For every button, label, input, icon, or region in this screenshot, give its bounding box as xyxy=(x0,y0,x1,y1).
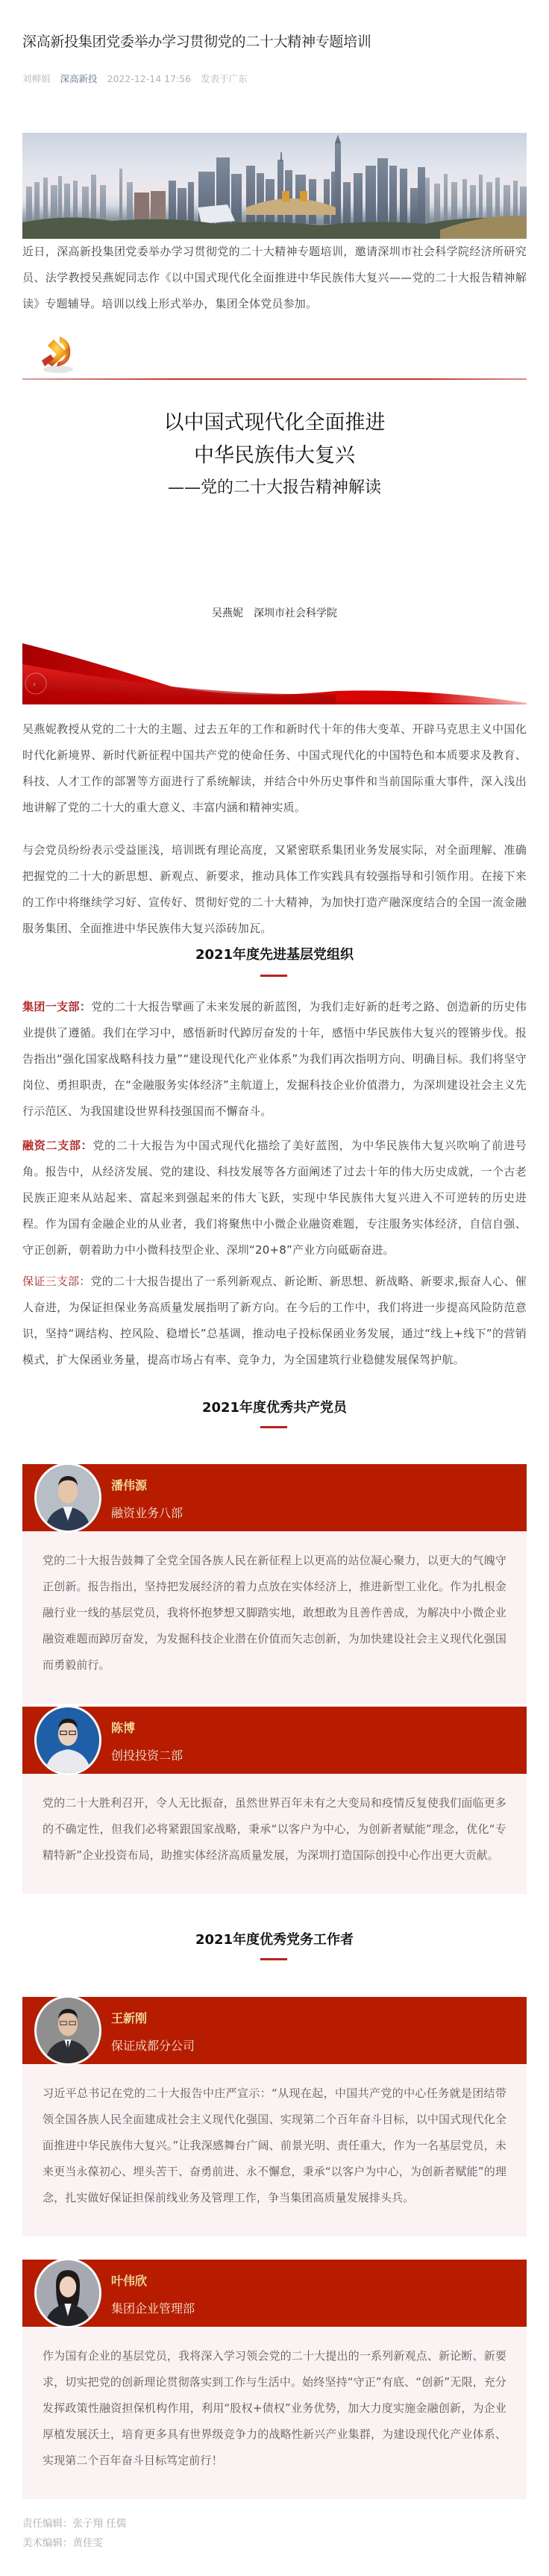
section-underline xyxy=(260,1958,287,1960)
branch-label-3: 保证三支部 xyxy=(22,1275,80,1288)
avatar xyxy=(34,1705,101,1775)
red-ribbon-divider xyxy=(22,643,527,712)
avatar xyxy=(34,1995,101,2066)
branch-paragraph-1 xyxy=(22,994,527,1125)
article-title: 深高新投集团党委举办学习贯彻党的二十大精神专题培训 xyxy=(22,34,371,50)
avatar xyxy=(34,2258,101,2328)
person-name: 王新刚 xyxy=(111,2011,148,2025)
person-card-ye-weixin xyxy=(22,2260,527,2499)
person-card-header xyxy=(22,1707,527,1774)
person-statement: 党的二十大报告鼓舞了全党全国各族人民在新征程上以更高的站位凝心聚力，以更大的气魄守正创新。报告指出，坚持把发展经济的着力点放在实体经济上，推进新型工业化。作为扎根金融行业一线的基层党员，我将怀抱梦想又脚踏实地，敢想敢为且善作善成，为解决中小微企业融资难题而踔厉奋发，为发掘科技企业潜在价值而矢志创新，为加快建设社会主义现代化强国而勇毅前行。 xyxy=(22,1531,527,1704)
person-card-chen-bo xyxy=(22,1707,527,1894)
slide-title-line-1: 以中国式现代化全面推进 xyxy=(163,411,386,434)
person-name: 陈博 xyxy=(111,1721,136,1735)
slide-author: 吴燕妮 深圳市社会科学院 xyxy=(212,607,337,619)
intro-paragraph: 近日，深高新投集团党委举办学习贯彻党的二十大精神专题培训，邀请深圳市社会科学院经济所研究员、法学教授吴燕妮同志作《以中国式现代化全面推进中华民族伟大复兴——党的二十大报告精神解读》专题辅导。培训以线上形式举办，集团全体党员参加。 xyxy=(22,245,527,310)
person-name: 叶伟欣 xyxy=(111,2274,148,2288)
branch-text-1: 党的二十大报告擘画了未来发展的新蓝图，为我们走好新的赶考之路、创造新的历史伟业提供了遵循。我们在学习中，感悟新时代踔厉奋发的十年，感悟中华民族伟大复兴的铿锵步伐。报告指出“强化国家战略科技力量”“建设现代化产业体系”为我们再次指明方向、明确目标。我们将坚守岗位、勇担职责，在“金融服务实体经济”主航道上，发掘科技企业价值潜力，为深圳建设社会主义先行示范区、为我国建设世界科技强国而不懈奋斗。 xyxy=(22,1000,527,1118)
section-underline xyxy=(260,975,287,977)
person-department: 集团企业管理部 xyxy=(111,2301,195,2316)
avatar xyxy=(34,1463,101,1533)
art-editor: 美术编辑：黄佳雯 xyxy=(22,2537,103,2549)
person-card-header xyxy=(22,2260,527,2327)
person-card-pan-weiyuan xyxy=(22,1464,527,1704)
city-skyline-banner xyxy=(22,133,527,239)
branch-label-2: 融资二支部： xyxy=(22,1139,93,1152)
publish-location: 发表于广东 xyxy=(201,73,248,84)
person-card-header xyxy=(22,1464,527,1531)
person-department: 创投投资二部 xyxy=(111,1748,183,1763)
slide-title-line-2: 中华民族伟大复兴 xyxy=(194,444,355,467)
section-heading-excellent-members: 2021年度优秀共产党员 xyxy=(201,1400,348,1416)
branch-text-2: 党的二十大报告为中国式现代化描绘了美好蓝图，为中华民族伟大复兴吹响了前进号角。报告中，从经济发展、党的建设、科技发展等各方面阐述了过去十年的伟大历史成就，一个古老民族正迎来从站起来、富起来到强起来的伟大飞跃，实现中华民族伟大复兴进入不可逆转的历史进程。作为国有金融企业的从业者，我们将聚焦中小微企业融资难题，专注服务实体经济，自信自强、守正创新，朝着助力中小微科技型企业、深圳“20+8”产业方向砥砺奋进。 xyxy=(22,1139,527,1257)
author-name: 刘柳娟 xyxy=(22,73,51,84)
slide-subtitle: ——党的二十大报告精神解读 xyxy=(167,478,381,497)
publish-datetime: 2022-12-14 17:56 xyxy=(107,73,192,84)
person-statement: 党的二十大胜利召开，令人无比振奋，虽然世界百年未有之大变局和疫情反复使我们面临更多的不确定性，但我们必将紧跟国家战略，秉承“以客户为中心，为创新者赋能”理念，优化“专精特新”企业投资布局，助推实体经济高质量发展，为深圳打造国际创投中心作出更大贡献。 xyxy=(22,1774,527,1894)
summary-paragraph-1: 吴燕妮教授从党的二十大的主题、过去五年的工作和新时代十年的伟大变革、开辟马克思主义中国化时代化新境界、新时代新征程中国共产党的使命任务、中国式现代化的中国特色和本质要求及教育、科技、人才工作的部署等方面进行了系统解读，并结合中外历史事件和当前国际重大事件，深入浅出地讲解了党的二十大的重大意义、丰富内涵和精神实质。 xyxy=(22,722,527,814)
branch-text-3: ：党的二十大报告提出了一系列新观点、新论断、新思想、新战略、新要求,振奋人心、催人奋进，为保证担保业务高质量发展指明了新方向。在今后的工作中，我们将进一步提高风险防范意识，坚持“调结构、控风险、稳增长”总基调，推动电子投标保函业务发展，通过“线上+线下”的营销模式，扩大保函业务量，提高市场占有率、竞争力，为全国建筑行业稳健发展保驾护航。 xyxy=(22,1275,527,1366)
responsible-editor: 责任编辑：张子翔 任儒 xyxy=(22,2518,127,2530)
article-meta xyxy=(22,72,254,86)
slide-divider xyxy=(22,378,527,380)
section-underline xyxy=(260,1426,287,1428)
summary-paragraph-2: 与会党员纷纷表示受益匪浅，培训既有理论高度，又紧密联系集团业务发展实际，对全面理解、准确把握党的二十大的新思想、新观点、新要求，推动具体工作实践具有较强指导和引领作用。在接下来的工作中将继续学习好、宣传好、贯彻好党的二十大精神，为加快打造产融深度结合的全国一流金融服务集团、全面推进中华民族伟大复兴添砖加瓦。 xyxy=(22,843,527,935)
section-heading-advanced-orgs: 2021年度先进基层党组织 xyxy=(195,947,354,963)
person-name: 潘伟源 xyxy=(111,1478,148,1492)
skyline-image xyxy=(22,133,527,239)
account-link[interactable]: 深高新投 xyxy=(60,73,98,84)
party-emblem-icon xyxy=(34,332,76,375)
branch-paragraph-3 xyxy=(22,1269,527,1373)
person-department: 保证成都分公司 xyxy=(111,2039,195,2053)
person-card-wang-xingang xyxy=(22,1997,527,2236)
person-card-header xyxy=(22,1997,527,2064)
person-statement: 作为国有企业的基层党员，我将深入学习领会党的二十大提出的一系列新观点、新论断、新要求，切实把党的创新理论贯彻落实到工作与生活中。始终坚持“守正”有底、“创新”无限，充分发挥政策性融资担保机构作用，利用“股权+债权”业务优势，加大力度实施金融创新，为企业厚植发展沃土，培育更多具有世界级竞争力的战略性新兴产业集群，为建设现代化产业体系、实现第二个百年奋斗目标笃定前行！ xyxy=(22,2327,527,2499)
section-heading-excellent-party-workers: 2021年度优秀党务工作者 xyxy=(195,1932,354,1948)
branch-paragraph-2 xyxy=(22,1133,527,1263)
branch-label-1: 集团一支部： xyxy=(22,1000,92,1013)
person-statement: 习近平总书记在党的二十大报告中庄严宣示：“从现在起，中国共产党的中心任务就是团结带领全国各族人民全面建成社会主义现代化强国、实现第二个百年奋斗目标，以中国式现代化全面推进中华民族伟大复兴。”让我深感舞台广阔、前景光明、责任重大，作为一名基层党员，未来更当永葆初心、埋头苦干、奋勇前进、永不懈怠，秉承“以客户为中心，为创新者赋能”的理念，扎实做好保证担保前线业务及管理工作，争当集团高质量发展排头兵。 xyxy=(22,2064,527,2236)
svg-text:›: › xyxy=(33,681,36,689)
lecture-title-slide xyxy=(22,332,527,631)
person-department: 融资业务八部 xyxy=(111,1506,183,1520)
